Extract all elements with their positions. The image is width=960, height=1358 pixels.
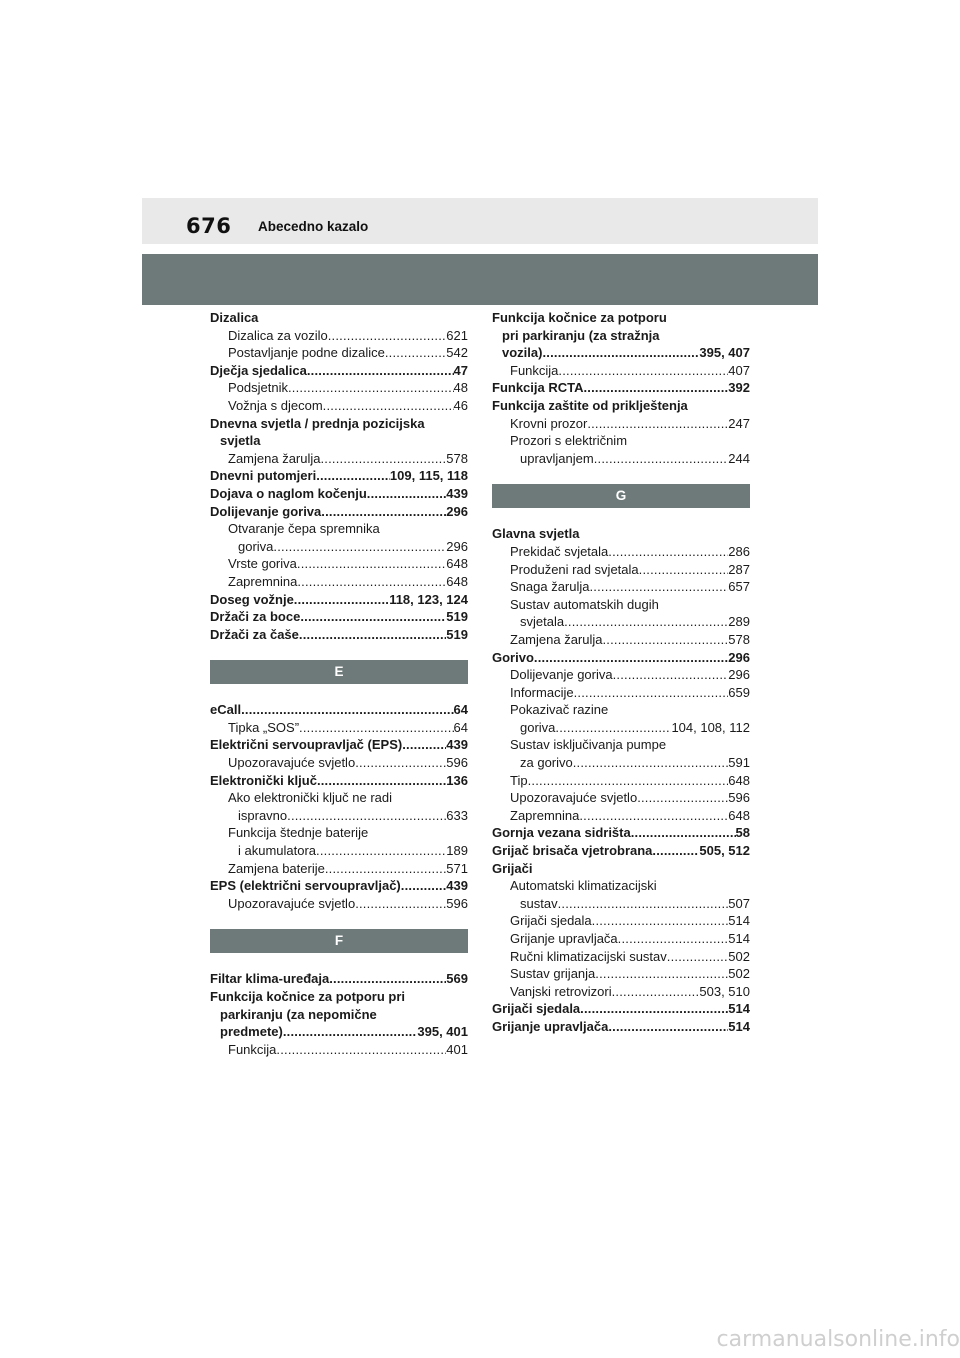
index-entry: sustav ..... 507 <box>492 895 750 913</box>
index-entry: Dolijevanje goriva ..... 296 <box>492 666 750 684</box>
index-entry: Ručni klimatizacijski sustav ..... 502 <box>492 948 750 966</box>
index-column-left <box>210 309 468 1058</box>
index-heading-cont: predmete) ..... 395, 401 <box>210 1023 468 1041</box>
index-heading: Dizalica <box>210 310 259 325</box>
index-entry: goriva ..... 104, 108, 112 <box>492 719 750 737</box>
index-entry: Pokazivač razine <box>510 702 609 718</box>
index-entry: ispravno ..... 633 <box>210 807 468 825</box>
index-entry: Zamjena baterije ..... 571 <box>210 860 468 878</box>
index-entry: Grijanje upravljača ..... 514 <box>492 930 750 948</box>
index-heading: Glavna svjetla <box>492 526 580 542</box>
index-entry: svjetala ..... 289 <box>492 613 750 631</box>
index-entry: Informacije ..... 659 <box>492 684 750 702</box>
index-entry: Upozoravajuće svjetlo ..... 596 <box>210 754 468 772</box>
index-entry: Tipka „SOS” ..... 64 <box>210 719 468 737</box>
index-entry: i akumulatora ..... 189 <box>210 842 468 860</box>
index-entry: Otvaranje čepa spremnika <box>228 521 380 537</box>
index-heading: Električni servoupravljač (EPS) ..... 439 <box>210 736 468 754</box>
index-entry: upravljanjem ..... 244 <box>492 450 750 468</box>
index-heading-cont: svjetla <box>220 433 261 449</box>
index-entry: za gorivo ..... 591 <box>492 754 750 772</box>
index-entry: Sustav grijanja ..... 502 <box>492 965 750 983</box>
index-entry: Dizalica za vozilo ..... 621 <box>210 327 468 345</box>
index-heading: Doseg vožnje ..... 118, 123, 124 <box>210 591 468 609</box>
index-heading: Držači za boce ..... 519 <box>210 608 468 626</box>
index-entry: Prozori s električnim <box>510 433 628 449</box>
index-column-right <box>492 309 750 1036</box>
index-heading: Elektronički ključ ..... 136 <box>210 772 468 790</box>
index-entry: Postavljanje podne dizalice ..... 542 <box>210 344 468 362</box>
index-entry: Vožnja s djecom ..... 46 <box>210 397 468 415</box>
index-entry: Zamjena žarulja ..... 578 <box>210 450 468 468</box>
index-heading: Dnevna svjetla / prednja pozicijska <box>210 415 425 431</box>
index-entry: Produženi rad svjetala ..... 287 <box>492 561 750 579</box>
index-entry: Funkcija ..... 407 <box>492 362 750 380</box>
header-bar <box>142 198 818 244</box>
index-entry: Ako elektronički ključ ne radi <box>228 790 393 806</box>
index-heading-cont: pri parkiranju (za stražnja <box>502 327 660 343</box>
index-entry: Grijači sjedala ..... 514 <box>492 912 750 930</box>
watermark: carmanualsonline.info <box>716 1327 960 1352</box>
index-entry: Upozoravajuće svjetlo ..... 596 <box>210 895 468 913</box>
index-heading: Grijanje upravljača ..... 514 <box>492 1018 750 1036</box>
index-entry: Funkcija ..... 401 <box>210 1041 468 1059</box>
index-heading: Funkcija zaštite od priklještenja <box>492 397 688 413</box>
index-entry: Vrste goriva ..... 648 <box>210 555 468 573</box>
index-heading: Funkcija RCTA ..... 392 <box>492 379 750 397</box>
index-entry: Snaga žarulja ..... 657 <box>492 578 750 596</box>
index-heading-cont: parkiranju (za nepomične <box>220 1006 377 1022</box>
index-heading: EPS (električni servoupravljač) ..... 439 <box>210 877 468 895</box>
page-number: 676 <box>186 214 232 238</box>
index-heading: Funkcija kočnice za potporu pri <box>210 989 406 1004</box>
index-entry: Podsjetnik ..... 48 <box>210 379 468 397</box>
index-heading: Funkcija kočnice za potporu <box>492 310 667 325</box>
index-heading-cont: vozila) ..... 395, 407 <box>492 344 750 362</box>
index-entry: Krovni prozor ..... 247 <box>492 415 750 433</box>
index-heading: Dječja sjedalica ..... 47 <box>210 362 468 380</box>
index-entry: Zamjena žarulja ..... 578 <box>492 631 750 649</box>
index-heading: Grijači <box>492 860 533 876</box>
index-heading: Grijači sjedala ..... 514 <box>492 1000 750 1018</box>
index-heading: eCall ..... 64 <box>210 701 468 719</box>
letter-header-f: F <box>210 929 468 953</box>
index-heading: Dnevni putomjeri ..... 109, 115, 118 <box>210 467 468 485</box>
index-heading: Gornja vezana sidrišta ..... 58 <box>492 824 750 842</box>
index-heading: Dolijevanje goriva ..... 296 <box>210 503 468 521</box>
index-heading: Gorivo ..... 296 <box>492 649 750 667</box>
index-entry: Zapremnina ..... 648 <box>492 807 750 825</box>
index-entry: Tip ..... 648 <box>492 772 750 790</box>
index-heading: Držači za čaše ..... 519 <box>210 626 468 644</box>
letter-header-e: E <box>210 660 468 684</box>
index-entry: Sustav isključivanja pumpe <box>510 737 667 753</box>
index-entry: goriva ..... 296 <box>210 538 468 556</box>
index-heading: Grijač brisača vjetrobrana ..... 505, 512 <box>492 842 750 860</box>
index-entry: Upozoravajuće svjetlo ..... 596 <box>492 789 750 807</box>
index-entry: Automatski klimatizacijski <box>510 878 657 894</box>
index-entry: Zapremnina ..... 648 <box>210 573 468 591</box>
index-entry: Funkcija štednje baterije <box>228 825 369 841</box>
index-entry: Sustav automatskih dugih <box>510 596 659 612</box>
section-title: Abecedno kazalo <box>258 219 369 234</box>
header-band <box>142 254 818 305</box>
index-heading: Dojava o naglom kočenju ..... 439 <box>210 485 468 503</box>
index-entry: Prekidač svjetala ..... 286 <box>492 543 750 561</box>
index-entry: Vanjski retrovizori ..... 503, 510 <box>492 983 750 1001</box>
letter-header-g: G <box>492 484 750 508</box>
index-heading: Filtar klima-uređaja ..... 569 <box>210 970 468 988</box>
